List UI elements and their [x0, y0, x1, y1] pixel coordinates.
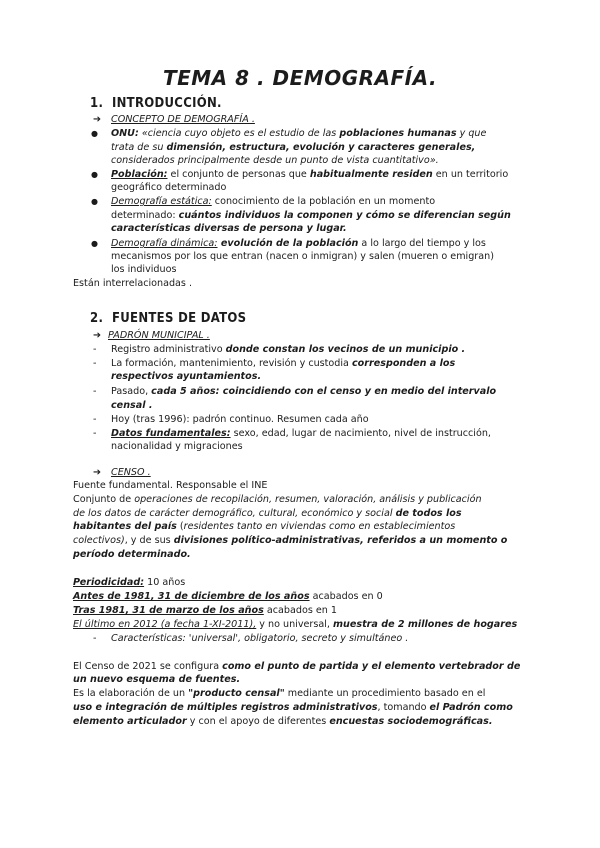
censo-line-2: Conjunto de operaciones de recopilación, resumen, valoración, análisis y publicación: [73, 494, 482, 505]
section-1-title: INTRODUCCIÓN.: [111, 96, 222, 111]
padron-item-3-line-1: Pasado, cada 5 años: coincidiendo con el censo y en medio del intervalo: [111, 386, 497, 397]
dash-marker: -: [93, 428, 97, 439]
section-1-heading: [90, 96, 222, 111]
bullet-icon: ●: [91, 129, 98, 138]
arrow-icon: ➔: [93, 114, 102, 125]
section-2-number: 2.: [90, 311, 104, 326]
antes-1981: Antes de 1981, 31 de diciembre de los años acabados en 0: [73, 591, 383, 602]
page-title: TEMA 8 . DEMOGRAFÍA.: [162, 66, 438, 90]
censo-2021-line-2: un nuevo esquema de fuentes.: [73, 674, 241, 685]
section-2-heading: [90, 311, 246, 326]
padron-item-1: Registro administrativo donde constan los vecinos de un municipio .: [111, 344, 466, 355]
onu-line-1: ONU: «ciencia cuyo objeto es el estudio de las poblaciones humanas y que: [111, 128, 487, 139]
arrow-icon: ➔: [93, 467, 102, 478]
censo-line-6: período determinado.: [73, 549, 191, 560]
bullet-icon: ●: [91, 170, 98, 179]
bullet-icon: ●: [91, 197, 98, 206]
dash-marker: -: [93, 414, 97, 425]
censo-heading: CENSO .: [111, 467, 151, 478]
dash-marker: -: [93, 386, 97, 397]
censo-line-3: de los datos de carácter demográfico, cultural, económico y social de todos los: [73, 508, 462, 519]
padron-item-5-line-1: Datos fundamentales: sexo, edad, lugar de nacimiento, nivel de instrucción,: [111, 428, 491, 439]
padron-item-4: Hoy (tras 1996): padrón continuo. Resumen cada año: [111, 414, 369, 425]
padron-heading: PADRÓN MUNICIPAL .: [108, 330, 210, 341]
ultimo-censo: El último en 2012 (a fecha 1-XI-2011), y no universal, muestra de 2 millones de hogares: [73, 619, 518, 630]
dash-marker: -: [93, 358, 97, 369]
estatica-line-3: características diversas de persona y lugar.: [111, 223, 347, 234]
dash-marker: -: [93, 344, 97, 355]
tras-1981: Tras 1981, 31 de marzo de los años acabados en 1: [73, 605, 338, 616]
caracteristicas: Características: 'universal', obligatorio, secreto y simultáneo .: [111, 633, 409, 644]
dinamica-line-2: mecanismos por los que entran (nacen o inmigran) y salen (mueren o emigran): [111, 251, 494, 262]
section-1-number: 1.: [90, 96, 104, 111]
dinamica-line-3: los individuos: [111, 264, 177, 275]
estatica-line-2: determinado: cuántos individuos la componen y cómo se diferencian según: [111, 210, 511, 221]
arrow-icon: ➔: [93, 330, 102, 341]
periodicidad: Periodicidad: 10 años: [73, 577, 186, 588]
padron-item-2-line-1: La formación, mantenimiento, revisión y custodia corresponden a los: [111, 358, 456, 369]
padron-item-2-line-2: respectivos ayuntamientos.: [111, 371, 262, 382]
censo-2021-line-5: elemento articulador y con el apoyo de diferentes encuestas sociodemográficas.: [73, 716, 493, 727]
estatica-line-1: Demografía estática: conocimiento de la población en un momento: [111, 196, 436, 207]
padron-item-5-line-2: nacionalidad y migraciones: [111, 441, 243, 452]
onu-line-2: trata de su dimensión, estructura, evolución y caracteres generales,: [111, 142, 476, 153]
bullet-icon: ●: [91, 239, 98, 248]
concept-heading: CONCEPTO DE DEMOGRAFÍA .: [111, 114, 255, 125]
censo-2021-line-4: uso e integración de múltiples registros administrativos, tomando el Padrón como: [73, 702, 513, 713]
poblacion-line-1: Población: el conjunto de personas que habitualmente residen en un territorio: [111, 169, 509, 180]
censo-line-5: colectivos), y de sus divisiones político-administrativas, referidos a un momento o: [73, 535, 508, 546]
dinamica-line-1: Demografía dinámica: evolución de la población a lo largo del tiempo y los: [111, 238, 486, 249]
section-2-title: FUENTES DE DATOS: [111, 311, 247, 326]
censo-line-1: Fuente fundamental. Responsable el INE: [73, 480, 268, 491]
dash-marker: -: [93, 633, 97, 644]
onu-line-3: considerados principalmente desde un punto de vista cuantitativo».: [111, 155, 439, 166]
padron-item-3-line-2: censal .: [111, 400, 153, 411]
censo-2021-line-3: Es la elaboración de un "producto censal" mediante un procedimiento basado en el: [73, 688, 486, 699]
censo-2021-line-1: El Censo de 2021 se configura como el punto de partida y el elemento vertebrador de: [73, 661, 521, 672]
poblacion-line-2: geográfico determinado: [111, 182, 227, 193]
related-note: Están interrelacionadas .: [73, 278, 193, 289]
censo-line-4: habitantes del país (residentes tanto en viviendas como en establecimientos: [73, 521, 456, 532]
